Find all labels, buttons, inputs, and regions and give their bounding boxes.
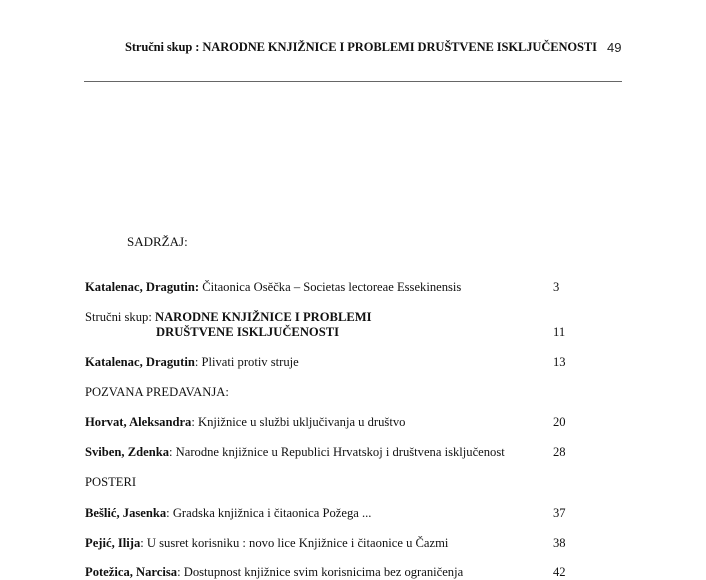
toc-page-number: 13 — [553, 355, 566, 369]
toc-title: : Narodne knjižnice u Republici Hrvatskoj i društvena isključenost — [169, 445, 505, 459]
toc-author: Pejić, Ilija — [85, 536, 141, 550]
toc-title: : Gradska knjižnica i čitaonica Požega ... — [166, 506, 372, 520]
toc-author: Sviben, Zdenka — [85, 445, 169, 459]
toc-author: Bešlić, Jasenka — [85, 506, 167, 520]
header-page-number: 49 — [607, 40, 622, 55]
toc-page-number: 3 — [553, 280, 560, 294]
toc-entry — [85, 280, 461, 295]
toc-entry — [85, 506, 371, 521]
toc-title-line1: NARODNE KNJIŽNICE I PROBLEMI — [154, 310, 372, 324]
toc-entry — [85, 445, 505, 460]
toc-title: Čitaonica Osěčka – Societas lectoreae Essekinensis — [199, 280, 462, 294]
toc-prefix: Stručni skup: — [85, 310, 155, 324]
toc-entry — [85, 565, 463, 580]
toc-author: Potežica, Narcisa — [85, 565, 178, 579]
header-rule — [84, 81, 622, 82]
toc-entry — [85, 355, 299, 370]
toc-page-number: 42 — [553, 565, 566, 579]
toc-author: Horvat, Aleksandra — [85, 415, 192, 429]
header-title-main: NARODNE KNJIŽNICE I PROBLEMI DRUŠTVENE ISKLJUČENOSTI — [202, 40, 597, 54]
toc-heading: SADRŽAJ: — [127, 234, 188, 249]
toc-title: : Dostupnost knjižnice svim korisnicima bez ograničenja — [177, 565, 464, 579]
toc-page-number: 20 — [553, 415, 566, 429]
running-header-title — [125, 40, 597, 55]
toc-section-posters: POSTERI — [85, 475, 137, 489]
toc-title: : Plivati protiv struje — [194, 355, 299, 369]
toc-title: : U susret korisniku : novo lice Knjižnice i čitaonice u Čazmi — [140, 536, 449, 550]
toc-page-number: 38 — [553, 536, 566, 550]
toc-author: Katalenac, Dragutin — [85, 355, 195, 369]
toc-entry — [85, 415, 405, 430]
toc-section-invited: POZVANA PREDAVANJA: — [85, 385, 229, 399]
toc-author: Katalenac, Dragutin: — [85, 280, 200, 294]
header-title-prefix: Stručni skup : — [125, 40, 203, 54]
toc-page-number: 11 — [553, 325, 566, 339]
toc-entry-conference — [85, 310, 372, 325]
toc-page-number: 28 — [553, 445, 566, 459]
toc-entry — [85, 536, 448, 551]
toc-title: : Knjižnice u službi uključivanja u društvo — [191, 415, 406, 429]
toc-title-line2: DRUŠTVENE ISKLJUČENOSTI — [156, 325, 340, 339]
toc-page-number: 37 — [553, 506, 566, 520]
